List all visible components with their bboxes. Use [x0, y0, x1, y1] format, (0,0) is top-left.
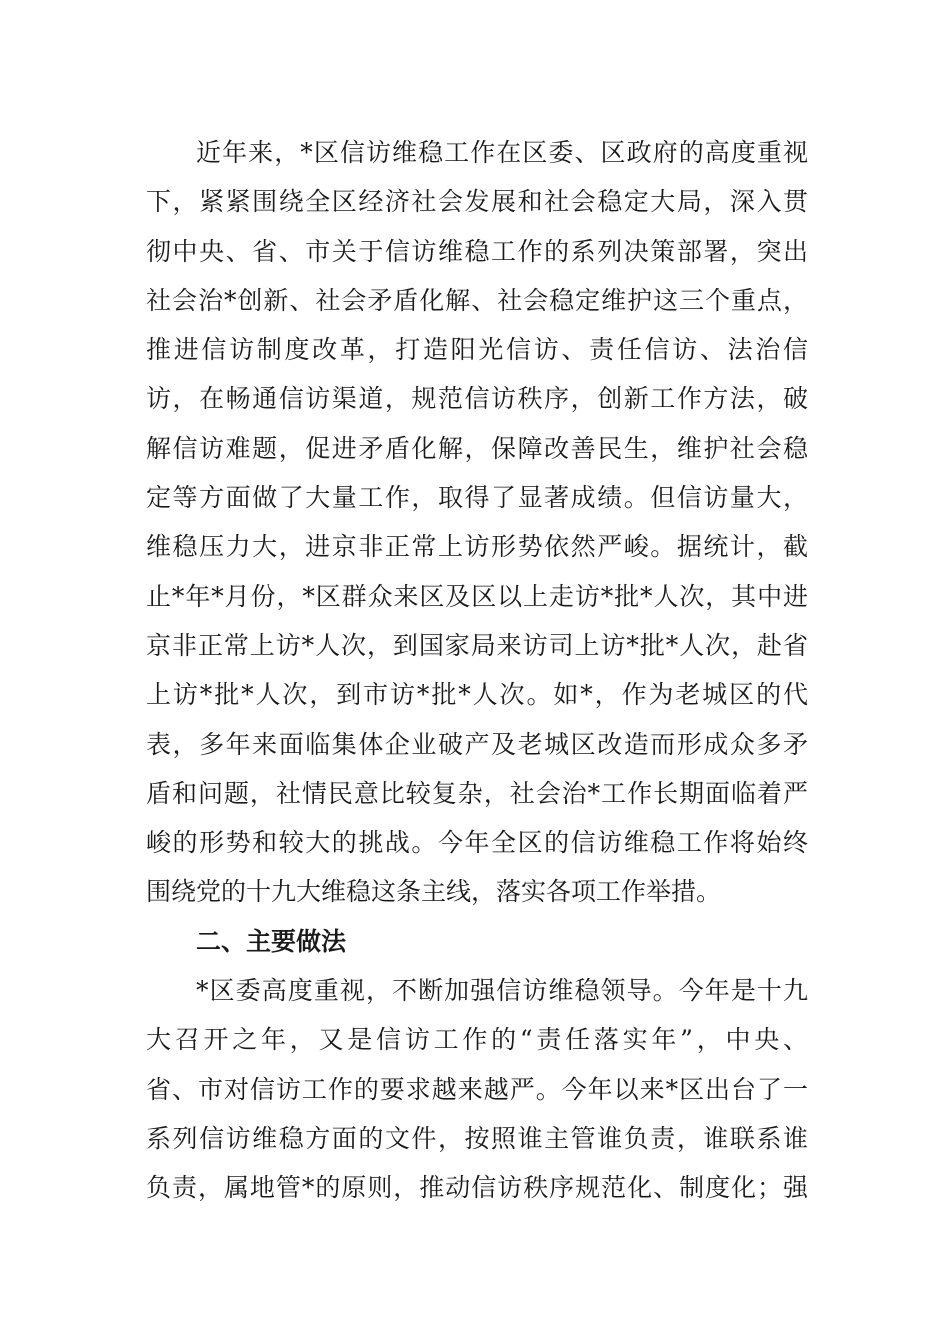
- text-line: 社会治*创新、社会矛盾化解、社会稳定维护这三个重点，: [146, 285, 808, 315]
- text-line: 围绕党的十九大维稳这条主线，落实各项工作举措。: [146, 877, 722, 907]
- text-line: 解信访难题，促进矛盾化解，保障改善民生，维护社会稳: [146, 433, 808, 463]
- text-line: *区委高度重视，不断加强信访维稳领导。今年是十九: [196, 976, 808, 1006]
- text-line: 负责，属地管*的原则，推动信访秩序规范化、制度化；强: [146, 1173, 808, 1203]
- text-line: 维稳压力大，进京非正常上访形势依然严峻。据统计，截: [146, 532, 808, 562]
- text-line: 推进信访制度改革，打造阳光信访、责任信访、法治信: [146, 335, 808, 365]
- text-line: 京非正常上访*人次，到国家局来访司上访*批*人次，赴省: [146, 630, 808, 660]
- text-line: 表，多年来面临集体企业破产及老城区改造而形成众多矛: [146, 729, 808, 759]
- text-line: 近年来，*区信访维稳工作在区委、区政府的高度重视: [196, 138, 808, 167]
- text-line: 上访*批*人次，到市访*批*人次。如*，作为老城区的代: [146, 680, 808, 710]
- text-line: 止*年*月份，*区群众来区及区以上走访*批*人次，其中进: [146, 581, 808, 611]
- text-line: 下，紧紧围绕全区经济社会发展和社会稳定大局，深入贯: [146, 187, 808, 217]
- text-line: 彻中央、省、市关于信访维稳工作的系列决策部署，突出: [146, 236, 808, 266]
- paragraph-1: [146, 128, 808, 917]
- text-line: 大召开之年，又是信访工作的“责任落实年”，中央、: [146, 1025, 808, 1055]
- text-line: 访，在畅通信访渠道，规范信访秩序，创新工作方法，破: [146, 384, 808, 414]
- text-line: 省、市对信访工作的要求越来越严。今年以来*区出台了一: [146, 1074, 808, 1104]
- text-line: 峻的形势和较大的挑战。今年全区的信访维稳工作将始终: [146, 828, 808, 858]
- document-page: [146, 128, 808, 1213]
- text-line: 系列信访维稳方面的文件，按照谁主管谁负责，谁联系谁: [146, 1123, 808, 1153]
- text-line: 定等方面做了大量工作，取得了显著成绩。但信访量大，: [146, 483, 808, 513]
- text-line: 盾和问题，社情民意比较复杂，社会治*工作长期面临着严: [146, 778, 808, 808]
- section-heading: 二、主要做法: [196, 926, 347, 956]
- paragraph-2: [146, 966, 808, 1212]
